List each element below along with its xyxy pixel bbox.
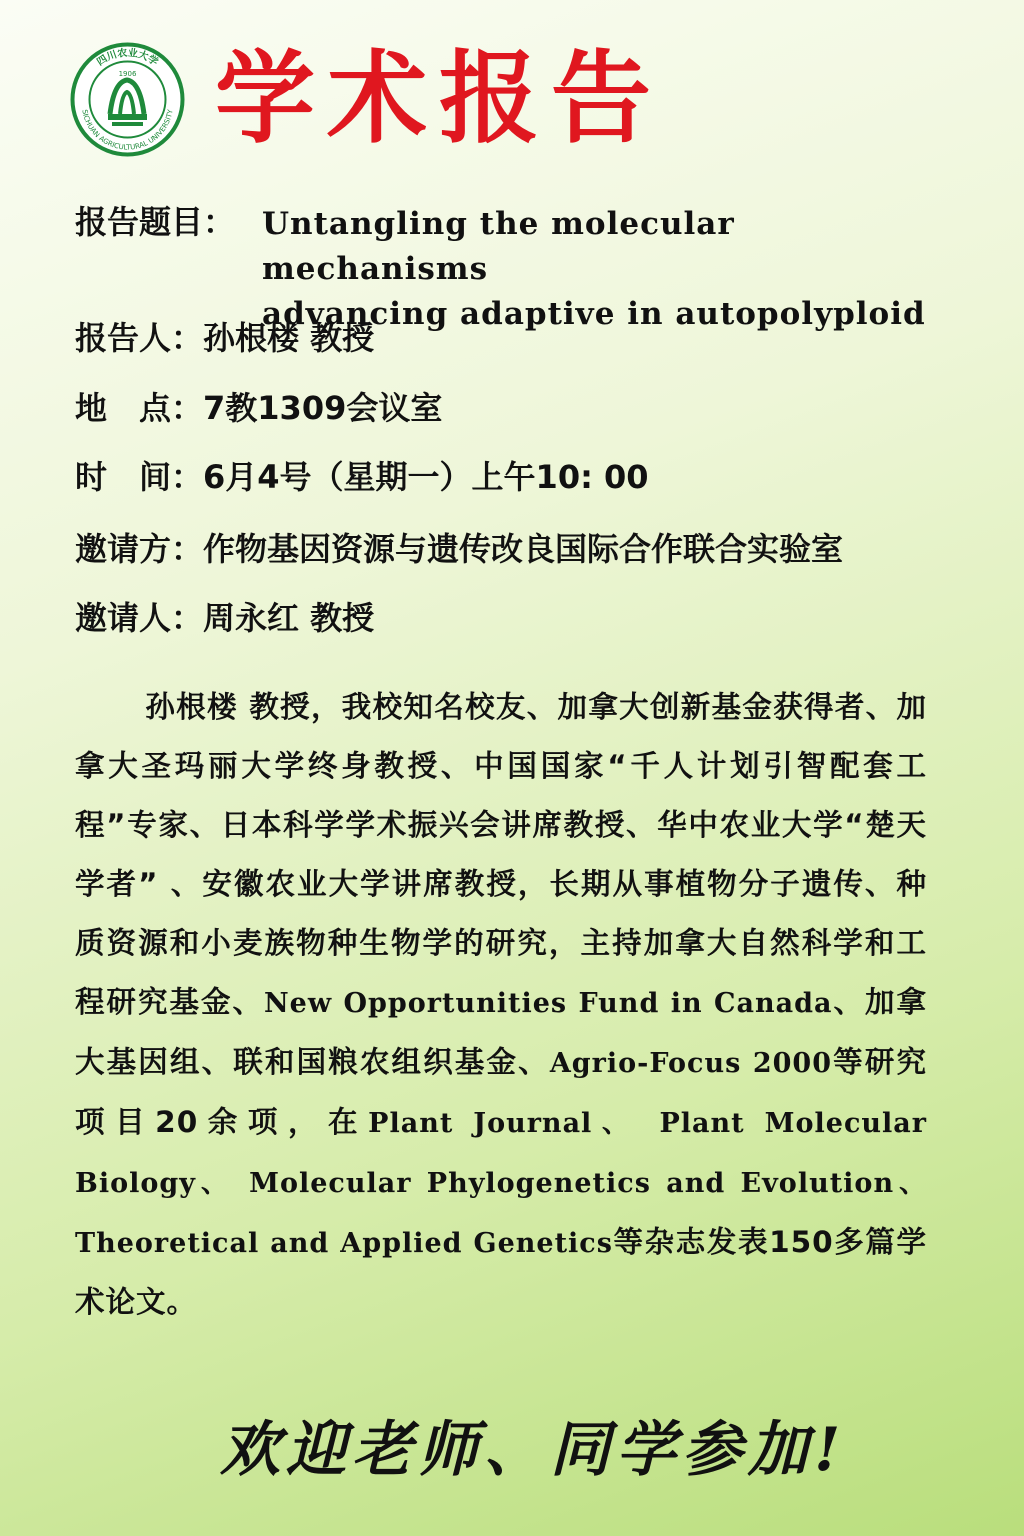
bio-journals: Plant Journal、 Plant Molecular Biology、 Molecular Phylogenetics and Evolution、 Theoretical and Applied Genetics — [75, 1108, 927, 1259]
bio-text-1: 孙根楼 教授，我校知名校友、加拿大创新基金获得者、加拿大圣玛丽大学终身教授、中国国家“千人计划引智配套工程”专家、日本科学学术振兴会讲席教授、华中农业大学“楚天学者” 、安徽农业大学讲席教授，长期从事植物分子遗传、种质资源和小麦族物种生物学的研究，主持加拿大自然科学和工程研究基金、 — [75, 690, 927, 1019]
topic-line-1: Untangling the molecular mechanisms — [262, 206, 735, 287]
welcome-message: 欢迎老师、同学参加! — [220, 1415, 847, 1485]
speaker-row — [75, 318, 964, 358]
host-value: 作物基因资源与遗传改良国际合作联合实验室 — [203, 530, 844, 568]
topic-label: 报告题目： — [75, 203, 236, 241]
venue-row — [75, 388, 964, 428]
bio-text-3: 等研究项目20余项，在 — [75, 1045, 927, 1139]
bio-text-2: 、加拿大基因组、联和国粮农组织基金、 — [75, 985, 927, 1079]
host-row — [75, 529, 964, 569]
topic-line-2: advancing adaptive in autopolyploid — [262, 296, 926, 332]
poster-title: 学术报告 — [215, 39, 663, 157]
time-row — [75, 457, 964, 497]
university-logo — [70, 42, 185, 157]
topic-value — [262, 202, 962, 337]
speaker-label: 报告人： — [75, 319, 204, 357]
bio-text-4: 等杂志发表150多篇学术论文。 — [75, 1225, 927, 1319]
bio-project-name: Agrio-Focus 2000 — [549, 1048, 833, 1079]
time-label: 时 间： — [75, 458, 204, 496]
inviter-row — [75, 598, 964, 638]
bio-fund-name: New Opportunities Fund in Canada — [263, 988, 833, 1019]
speaker-bio — [75, 678, 927, 1332]
host-label: 邀请方： — [75, 530, 204, 568]
inviter-value: 周永红 教授 — [203, 599, 375, 637]
venue-value: 7教1309会议室 — [203, 389, 443, 427]
logo-year: 1906 — [118, 70, 137, 78]
time-value: 6月4号（星期一）上午10: 00 — [203, 458, 649, 496]
logo-english-text: SICHUAN AGRICULTURAL UNIVERSITY — [80, 108, 175, 152]
logo-chinese-text: 四川农业大学 — [95, 47, 160, 69]
inviter-label: 邀请人： — [75, 599, 204, 637]
speaker-value: 孙根楼 教授 — [203, 319, 375, 357]
venue-label: 地 点： — [75, 389, 204, 427]
